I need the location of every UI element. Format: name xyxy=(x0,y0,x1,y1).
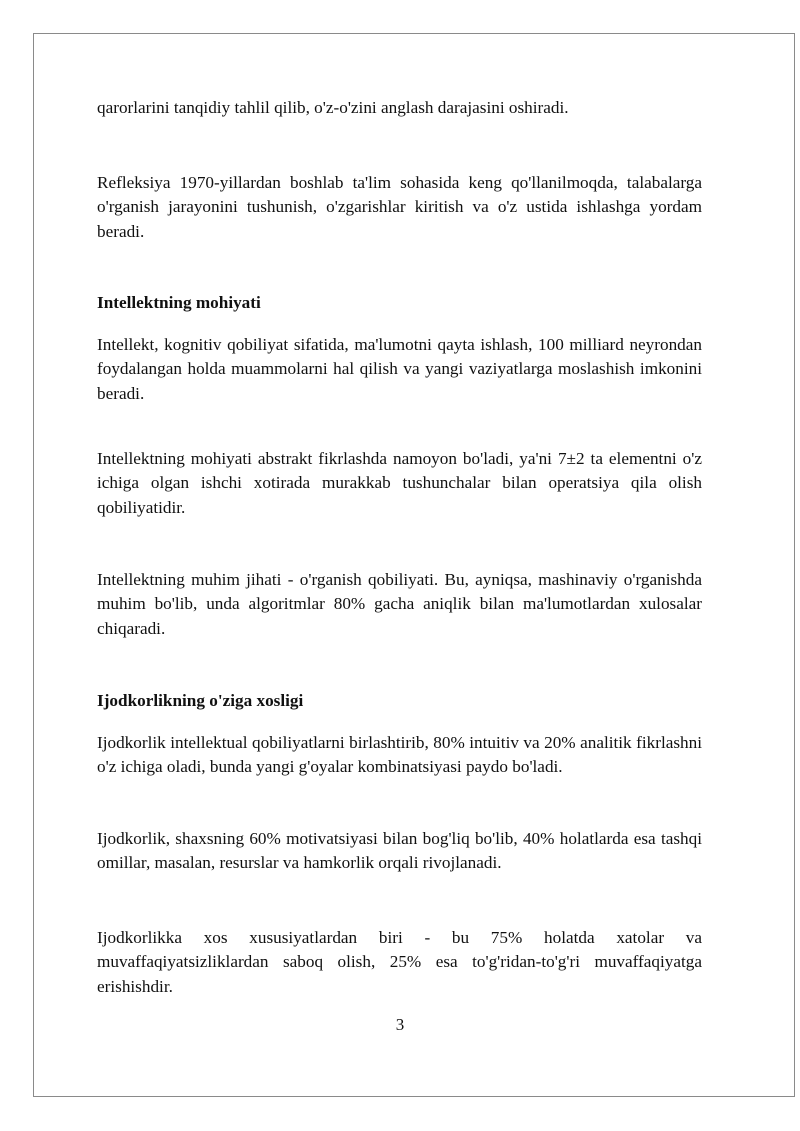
heading-intellect-essence: Intellektning mohiyati xyxy=(97,293,261,312)
paragraph-continuation: qarorlarini tanqidiy tahlil qilib, o'z-o'zini anglash darajasini oshiradi. xyxy=(97,98,569,117)
paragraph-learning-ability: Intellektning muhim jihati - o'rganish qobiliyati. Bu, ayniqsa, mashinaviy o'rganishda muhim bo'lib, unda algoritmlar 80% gacha aniqlik bilan ma'lumotlardan xulosalar chiqaradi. xyxy=(97,570,702,638)
paragraph-reflection-history: Refleksiya 1970-yillardan boshlab ta'lim sohasida keng qo'llanilmoqda, talabalarga o'rganish jarayonini tushunish, o'zgarishlar kiritish va o'z ustida ishlashga yordam beradi. xyxy=(97,173,702,241)
paragraph-creativity-motivation: Ijodkorlik, shaxsning 60% motivatsiyasi bilan bog'liq bo'lib, 40% holatlarda esa tashqi omillar, masalan, resurslar va hamkorlik orqali rivojlanadi. xyxy=(97,829,702,873)
paragraph-creativity-thinking: Ijodkorlik intellektual qobiliyatlarni birlashtirib, 80% intuitiv va 20% analitik fikrlashni o'z ichiga oladi, bunda yangi g'oyalar kombinatsiyasi paydo bo'ladi. xyxy=(97,733,702,777)
paragraph-abstract-thinking: Intellektning mohiyati abstrakt fikrlashda namoyon bo'ladi, ya'ni 7±2 ta elementni o'z ichiga olgan ishchi xotirada murakkab tushunchalar bilan operatsiya qila olish qobiliyatidir. xyxy=(97,449,702,517)
paragraph-intellect-definition: Intellekt, kognitiv qobiliyat sifatida, ma'lumotni qayta ishlash, 100 milliard neyrondan foydalangan holda muammolarni hal qilish va yangi vaziyatlarga moslashish imkonini beradi. xyxy=(97,335,702,403)
page-number: 3 xyxy=(395,1015,405,1034)
paragraph-creativity-errors: Ijodkorlikka xos xususiyatlardan biri - bu 75% holatda xatolar va muvaffaqiyatsizliklardan saboq olish, 25% esa to'g'ridan-to'g'ri muvaffaqiyatga erishishdir. xyxy=(97,928,702,996)
heading-creativity-uniqueness: Ijodkorlikning o'ziga xosligi xyxy=(97,691,304,710)
